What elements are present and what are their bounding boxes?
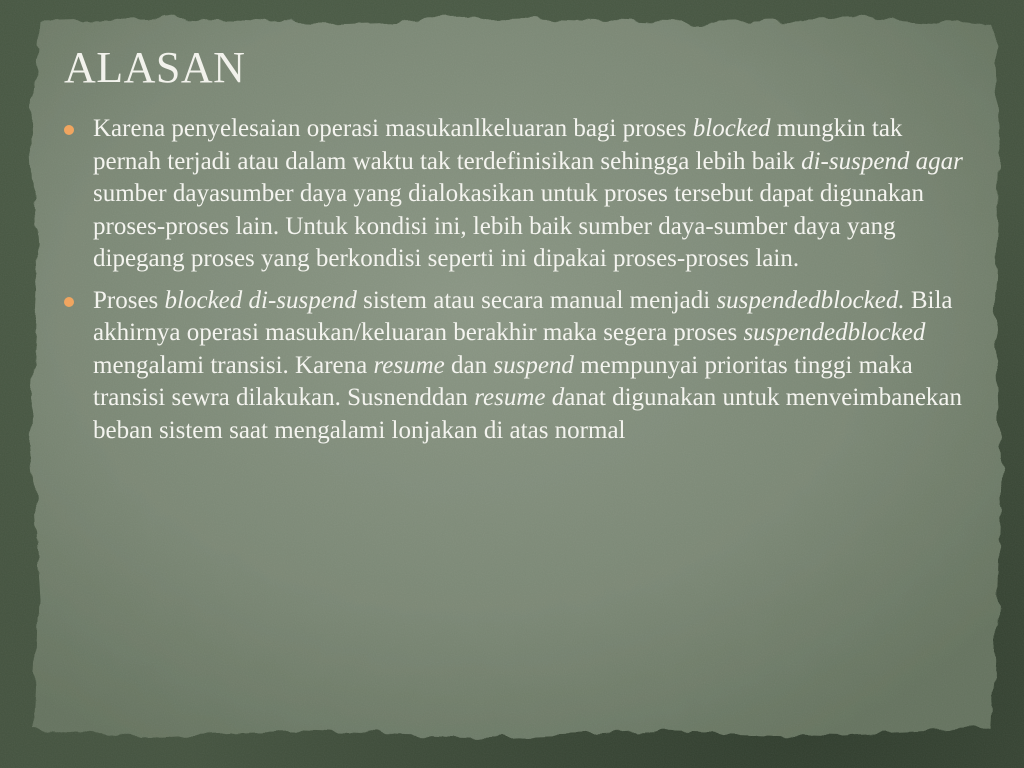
bullet-item	[64, 113, 964, 276]
bullet-text: Proses blocked di-suspend sistem atau secara manual menjadi suspendedblocked. Bila akhirnya operasi masukan/keluaran berakhir maka segera proses suspendedblocked mengalami transisi. Karena resume dan suspend mempunyai prioritas tinggi maka transisi sewra dilakukan. Susnenddan resume danat digunakan untuk menveimbanekan beban sistem saat mengalami lonjakan di atas normal	[93, 286, 963, 444]
slide-title: ALASAN	[64, 43, 246, 92]
bullet-item	[64, 285, 964, 448]
bullet-dot-icon	[64, 125, 74, 135]
bullet-list	[64, 113, 964, 456]
bullet-text: Karena penyelesaian operasi masukanlkeluaran bagi proses blocked mungkin tak pernah terjadi atau dalam waktu tak terdefinisikan sehingga lebih baik di-suspend agar sumber dayasumber daya yang dialokasikan untuk proses tersebut dapat digunakan proses-proses lain. Untuk kondisi ini, lebih baik sumber daya-sumber daya yang dipegang proses yang berkondisi seperti ini dipakai proses-proses lain.	[93, 115, 963, 272]
bullet-dot-icon	[64, 297, 74, 307]
